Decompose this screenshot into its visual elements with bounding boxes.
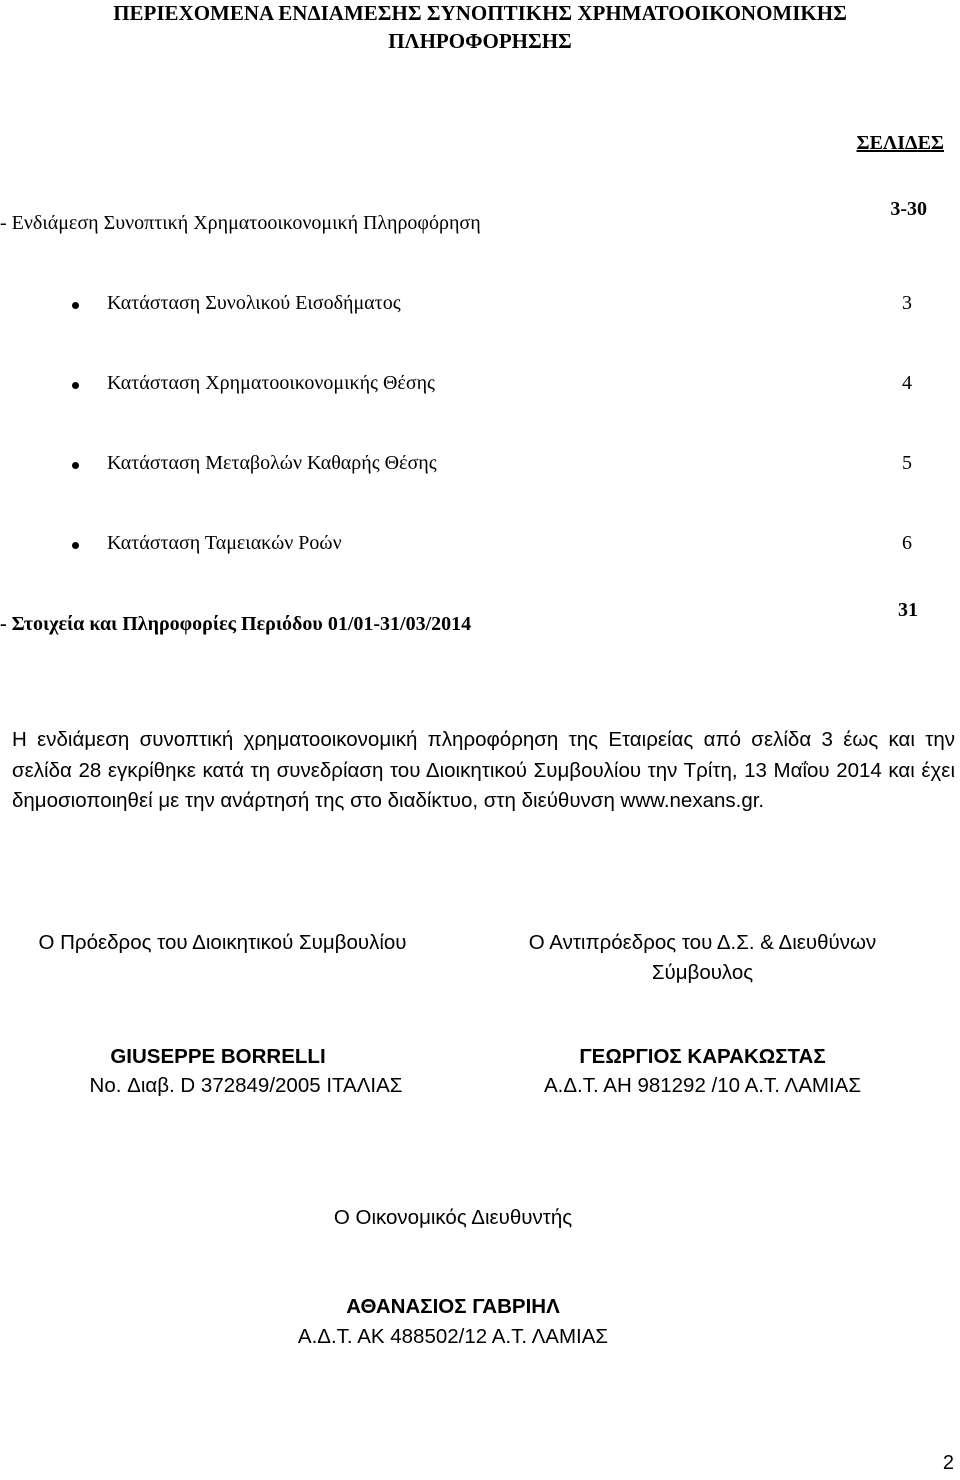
approval-paragraph: Η ενδιάμεση συνοπτική χρηματοοικονομική πληροφόρηση της Εταιρείας από σελίδα 3 έως και την σελίδα 28 εγκρίθηκε κατά τη συνεδρίαση του Διοικητικού Συμβουλίου την Τρίτη, 13 Μαΐου 2014 και έχει δημοσιοποιηθεί με την ανάρτησή της στο διαδίκτυο, στη διεύθυνση www.nexans.gr. [12,728,955,812]
bullet-icon [72,302,79,309]
toc-section-interim-financial-info-pages: 3-30 [890,198,927,220]
toc-item-financial-position: Κατάσταση Χρηματοοικονομικής Θέσης [107,372,435,394]
chairman-role: Ο Πρόεδρος του Διοικητικού Συμβουλίου [38,931,407,954]
bullet-icon [72,462,79,469]
document-title-line-2: ΠΛΗΡΟΦΟΡΗΣΗΣ [388,29,572,53]
vice-chairman-name: ΓΕΩΡΓΙΟΣ ΚΑΡΑΚΩΣΤΑΣ [579,1045,826,1068]
toc-section-interim-financial-info: - Ενδιάμεση Συνοπτική Χρηματοοικονομική Πληροφόρηση [0,212,481,234]
toc-item-cash-flows-page: 6 [902,532,912,554]
document-title-line-1: ΠΕΡΙΕΧΟΜΕΝΑ ΕΝΔΙΑΜΕΣΗΣ ΣΥΝΟΠΤΙΚΗΣ ΧΡΗΜΑΤΟΟΙΚΟΝΟΜΙΚΗΣ [113,1,847,25]
vice-chairman-id: Α.Δ.Τ. ΑΗ 981292 /10 Α.Τ. ΛΑΜΙΑΣ [543,1074,861,1097]
chairman-passport: No. Διαβ. D 372849/2005 ΙΤΑΛΙΑΣ [89,1074,403,1097]
vice-chairman-role-line-2: Σύμβουλος [651,961,754,984]
toc-section-period-data-pages: 31 [898,599,918,621]
toc-section-period-data: - Στοιχεία και Πληροφορίες Περιόδου 01/01-31/03/2014 [0,613,472,635]
finance-director-role: Ο Οικονομικός Διευθυντής [333,1206,573,1229]
finance-director-name: ΑΘΑΝΑΣΙΟΣ ΓΑΒΡΙΗΛ [346,1295,560,1318]
bullet-icon [72,382,79,389]
bullet-icon [72,542,79,549]
pages-heading: ΣΕΛΙΔΕΣ [856,132,944,154]
toc-item-changes-in-equity-page: 5 [902,452,912,474]
toc-item-financial-position-page: 4 [902,372,912,394]
finance-director-id: Α.Δ.Τ. ΑΚ 488502/12 Α.Τ. ΛΑΜΙΑΣ [297,1325,609,1348]
toc-item-comprehensive-income: Κατάσταση Συνολικού Εισοδήματος [107,292,401,314]
chairman-name: GIUSEPPE BORRELLI [110,1045,326,1068]
toc-item-comprehensive-income-page: 3 [902,292,912,314]
vice-chairman-role-line-1: Ο Αντιπρόεδρος του Δ.Σ. & Διευθύνων [528,931,877,954]
toc-item-cash-flows: Κατάσταση Ταμειακών Ροών [107,532,342,554]
toc-item-changes-in-equity: Κατάσταση Μεταβολών Καθαρής Θέσης [107,452,437,474]
page-number: 2 [942,1452,954,1474]
